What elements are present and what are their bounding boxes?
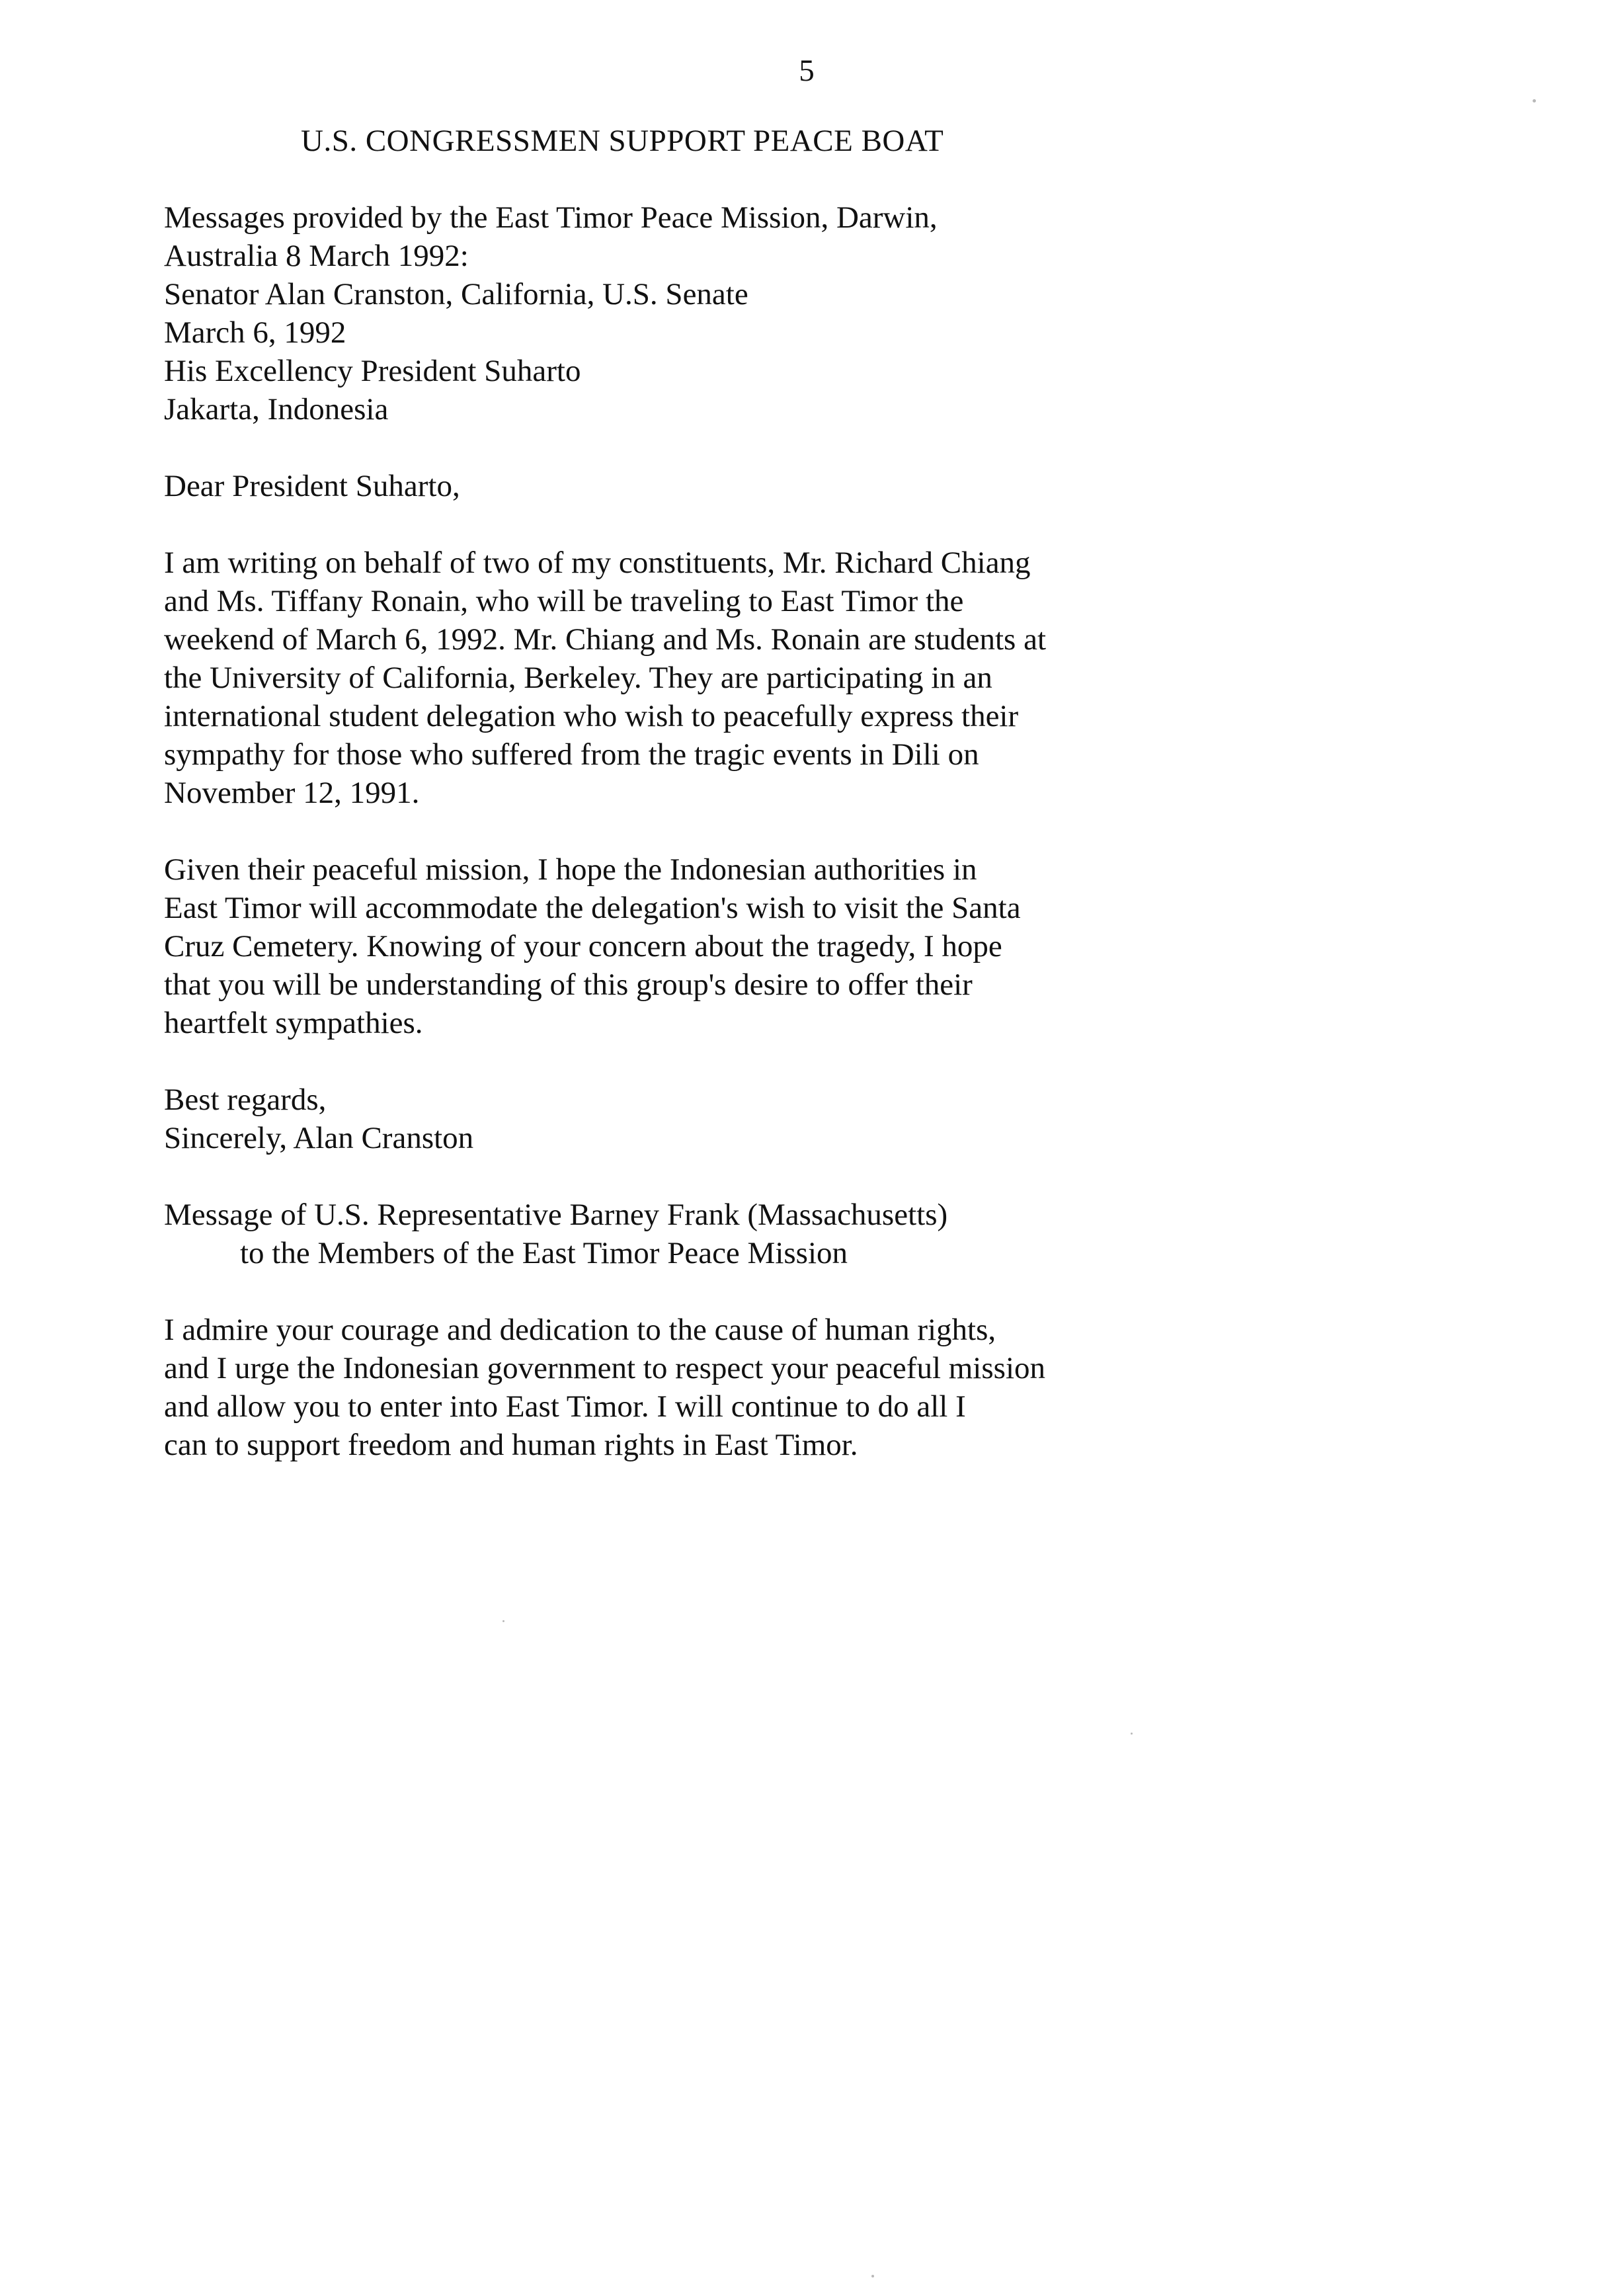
header-line: Messages provided by the East Timor Peace Mission, Darwin, xyxy=(164,200,938,235)
salutation xyxy=(164,467,1420,505)
header-line: His Excellency President Suharto xyxy=(164,354,581,388)
paragraph-line: international student delegation who wish to peacefully express their xyxy=(164,699,1019,733)
paragraph-line: I admire your courage and dedication to the cause of human rights, xyxy=(164,1313,996,1347)
paragraph-line: sympathy for those who suffered from the tragic events in Dili on xyxy=(164,737,979,772)
header-line: Senator Alan Cranston, California, U.S. Senate xyxy=(164,277,748,311)
paragraph-line: I am writing on behalf of two of my constituents, Mr. Richard Chiang xyxy=(164,546,1031,580)
paragraph-line: Cruz Cemetery. Knowing of your concern about the tragedy, I hope xyxy=(164,929,1002,964)
paragraph-line: and allow you to enter into East Timor. I will continue to do all I xyxy=(164,1389,966,1424)
letter-paragraph-1 xyxy=(164,544,1420,812)
scan-speck xyxy=(871,2275,874,2277)
message-title-line: to the Members of the East Timor Peace Mission xyxy=(240,1236,848,1270)
message-title-line: Message of U.S. Representative Barney Frank (Massachusetts) xyxy=(164,1198,948,1232)
scan-speck xyxy=(502,1620,504,1622)
header-line: March 6, 1992 xyxy=(164,315,346,350)
paragraph-line: East Timor will accommodate the delegation's wish to visit the Santa xyxy=(164,891,1021,925)
salutation-line: Dear President Suharto, xyxy=(164,469,460,503)
scan-speck xyxy=(1131,1733,1133,1735)
header-line: Jakarta, Indonesia xyxy=(164,392,389,427)
letter-paragraph-2 xyxy=(164,850,1420,1042)
letter-header-block xyxy=(164,198,1420,429)
scan-speck xyxy=(1533,99,1536,102)
page-number: 5 xyxy=(799,54,815,88)
paragraph-line: heartfelt sympathies. xyxy=(164,1006,423,1040)
paragraph-line: Given their peaceful mission, I hope the Indonesian authorities in xyxy=(164,852,977,887)
closing-line: Sincerely, Alan Cranston xyxy=(164,1121,474,1155)
header-line: Australia 8 March 1992: xyxy=(164,239,469,273)
message-paragraph xyxy=(164,1311,1420,1464)
message-title xyxy=(164,1196,1420,1272)
letter-closing xyxy=(164,1081,1420,1157)
paragraph-line: November 12, 1991. xyxy=(164,776,420,810)
document-heading: U.S. CONGRESSMEN SUPPORT PEACE BOAT xyxy=(301,124,944,158)
paragraph-line: the University of California, Berkeley. They are participating in an xyxy=(164,661,992,695)
paragraph-line: weekend of March 6, 1992. Mr. Chiang and Ms. Ronain are students at xyxy=(164,622,1047,657)
paragraph-line: can to support freedom and human rights in East Timor. xyxy=(164,1428,858,1462)
paragraph-line: that you will be understanding of this group's desire to offer their xyxy=(164,967,973,1002)
paragraph-line: and I urge the Indonesian government to respect your peaceful mission xyxy=(164,1351,1046,1385)
paragraph-line: and Ms. Tiffany Ronain, who will be traveling to East Timor the xyxy=(164,584,964,618)
closing-line: Best regards, xyxy=(164,1083,327,1117)
